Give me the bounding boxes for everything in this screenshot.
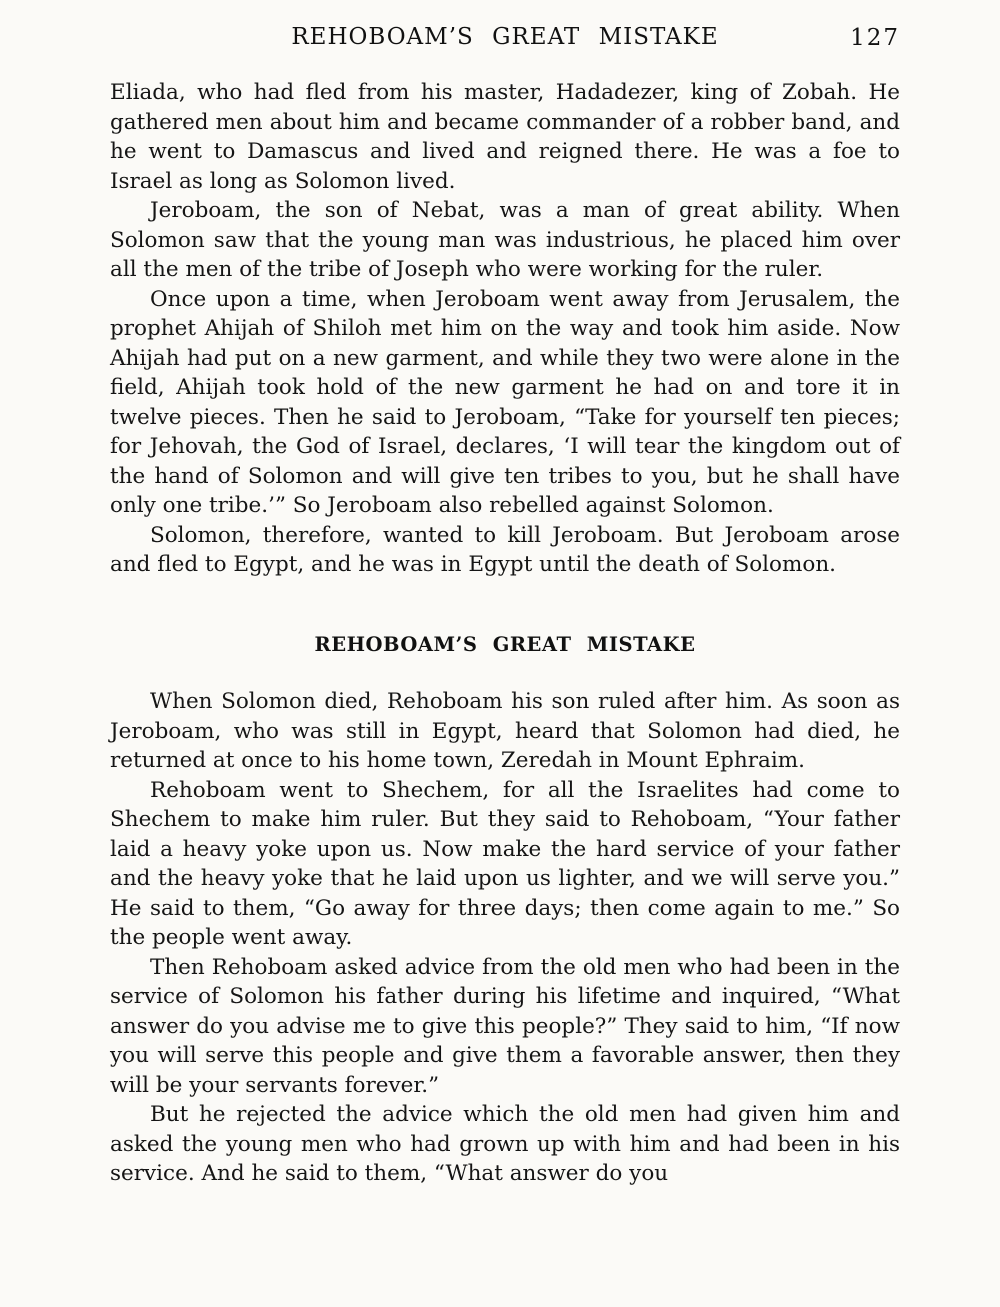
- paragraph-continuation: Eliada, who had fled from his master, Hadadezer, king of Zobah. He gathered men about him and became commander of a robber band, and he went to Damascus and lived and reigned there. He was a foe to Israel as long as Solomon lived.: [110, 80, 900, 194]
- paragraph: Once upon a time, when Jeroboam went away from Jerusalem, the prophet Ahijah of Shiloh met him on the way and took him aside. Now Ahijah had put on a new garment, and while they two were alone in the field, Ahijah took hold of the new garment he had on and tore it in twelve pieces. Then he said to Jeroboam, “Take for yourself ten pieces; for Jehovah, the God of Israel, declares, ‘I will tear the kingdom out of the hand of Solomon and will give ten tribes to you, but he shall have only one tribe.’” So Jeroboam also rebelled against Solomon.: [110, 286, 900, 518]
- paragraph: Rehoboam went to Shechem, for all the Israelites had come to Shechem to make him ruler. But they said to Rehoboam, “Your father laid a heavy yoke upon us. Now make the hard service of your father and the heavy yoke that he laid upon us lighter, and we will serve you.” He said to them, “Go away for three days; then come again to me.” So the people went away.: [110, 777, 900, 950]
- page-number: 127: [850, 25, 900, 51]
- paragraph: Then Rehoboam asked advice from the old men who had been in the service of Solomon his father during his lifetime and inquired, “What answer do you advise me to give this people?” They said to him, “If now you will serve this people and give them a favorable answer, then they will be your servants forever.”: [110, 954, 900, 1098]
- page-text: [110, 78, 900, 1189]
- section-heading: REHOBOAM’S GREAT MISTAKE: [314, 632, 696, 656]
- running-header: [110, 24, 900, 60]
- paragraph: When Solomon died, Rehoboam his son ruled after him. As soon as Jeroboam, who was still in Egypt, heard that Solomon had died, he returned at once to his home town, Zeredah in Mount Ephraim.: [110, 689, 900, 773]
- paragraph: Jeroboam, the son of Nebat, was a man of great ability. When Solomon saw that the young man was industrious, he placed him over all the men of the tribe of Joseph who were working for the ruler.: [110, 198, 900, 282]
- running-header-title: REHOBOAM’S GREAT MISTAKE: [291, 24, 719, 50]
- paragraph: But he rejected the advice which the old men had given him and asked the young men who had grown up with him and had been in his service. And he said to them, “What answer do you: [110, 1102, 900, 1186]
- paragraph: Solomon, therefore, wanted to kill Jeroboam. But Jeroboam arose and fled to Egypt, and he was in Egypt until the death of Solomon.: [110, 522, 900, 577]
